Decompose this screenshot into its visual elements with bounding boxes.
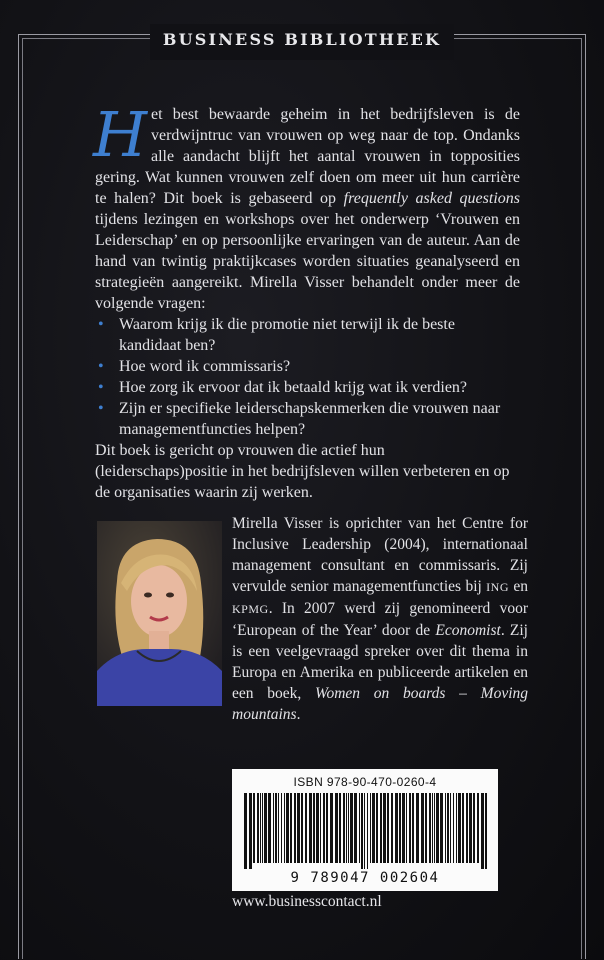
barcode-bar — [275, 793, 277, 863]
author-photo — [97, 521, 222, 706]
barcode-bar — [367, 793, 368, 869]
barcode-bar — [350, 793, 353, 863]
barcode-bar — [286, 793, 289, 863]
barcode-bar — [473, 793, 475, 863]
publisher-website: www.businesscontact.nl — [232, 893, 382, 910]
bullet-icon: • — [98, 316, 104, 333]
barcode-bar — [253, 793, 255, 863]
barcode-bar — [309, 793, 312, 863]
barcode-bar — [346, 793, 347, 863]
drop-cap: H — [93, 98, 148, 171]
barcode-bar — [326, 793, 328, 863]
barcode-bar — [313, 793, 315, 863]
barcode-bar — [380, 793, 382, 863]
barcode-bar — [260, 793, 261, 863]
barcode-image — [242, 793, 488, 869]
author-portrait-illustration — [97, 521, 222, 706]
barcode-bar — [343, 793, 345, 863]
barcode-bar — [316, 793, 319, 863]
company-kpmg: KPMG — [232, 602, 269, 616]
barcode-bar — [249, 793, 252, 869]
blurb-intro-italic: frequently asked questions — [343, 190, 520, 207]
list-item: • Waarom krijg ik die promotie niet terwijl ik de beste kandidaat ben? — [98, 316, 455, 354]
barcode-bar — [372, 793, 375, 863]
blurb-intro-2: tijdens lezingen en workshops over het onderwerp ‘Vrouwen en Leiderschap’ en op persoonlijke ervaringen van de auteur. Aan de hand van twintig praktijkcases worden situaties geanalyseerd en strategieën aangereikt. Mirella Visser behandelt onder meer de volgende vragen: — [95, 211, 520, 312]
barcode-bar — [320, 793, 321, 863]
barcode-bar — [268, 793, 271, 863]
barcode-bar — [262, 793, 263, 863]
barcode-bar — [364, 793, 365, 869]
barcode-bar — [383, 793, 386, 863]
bullet-icon: • — [98, 358, 104, 375]
list-item: • Zijn er specifieke leiderschapskenmerken die vrouwen naar managementfuncties helpen? — [98, 400, 501, 438]
barcode-bar — [370, 793, 371, 863]
barcode-bar — [485, 793, 487, 869]
barcode-bar — [412, 793, 414, 863]
company-ing: ING — [486, 580, 509, 594]
barcode-bar — [376, 793, 378, 863]
isbn-label: ISBN 978-90-470-0260-4 — [293, 775, 437, 789]
barcode-bar — [278, 793, 279, 863]
series-title: BUSINESS BIBLIOTHEEK — [162, 30, 442, 49]
barcode-bar — [391, 793, 393, 863]
barcode-bar — [264, 793, 267, 863]
barcode-bar — [323, 793, 325, 863]
barcode-bar — [361, 793, 363, 869]
barcode-bar — [348, 793, 349, 863]
barcode-bar — [335, 793, 338, 863]
question-list — [95, 314, 520, 440]
barcode-bar — [294, 793, 296, 863]
barcode-bar — [447, 793, 449, 863]
list-item: • Hoe word ik commissaris? — [98, 358, 291, 375]
barcode-bar — [469, 793, 472, 863]
barcode-bar — [453, 793, 454, 863]
barcode-bar — [305, 793, 307, 863]
ean-digits: 9 789047 002604 — [290, 870, 440, 886]
barcode-bar — [257, 793, 259, 863]
barcode-bar — [244, 793, 247, 869]
blurb-intro-1: et best bewaarde geheim in het bedrijfsleven is de verdwijntruc van vrouwen op weg naar de top. Ondanks alle aandacht blijft het aantal vrouwen in topposities gering. Wat kunnen vrouwen zelf doen om meer uit hun carrière te halen? Dit boek is gebaseerd op — [95, 106, 520, 207]
barcode-bar — [284, 793, 285, 863]
barcode-bar — [399, 793, 401, 863]
barcode-bar — [273, 793, 274, 863]
barcode-bar — [462, 793, 464, 863]
author-bio: Mirella Visser is oprichter van het Centre for Inclusive Leadership (2004), internationaal management consultant en commissaris. Zij vervulde senior managementfuncties bij ING en KPMG. In 2007 werd zij genomineerd voor ‘European of the Year’ door de Economist. Zij is een veelgevraagd spreker over dit thema in Europa en Amerika en publiceerde artikelen en een boek, Women on boards – Moving mountains. — [232, 515, 529, 723]
barcode-bar — [354, 793, 357, 863]
magazine-economist: Economist — [435, 622, 501, 639]
barcode-bar — [416, 793, 419, 863]
bullet-icon: • — [98, 400, 104, 417]
barcode-bar — [456, 793, 457, 863]
barcode-bar — [445, 793, 446, 863]
barcode-bar — [421, 793, 424, 863]
blurb-text — [93, 98, 520, 503]
barcode-bar — [450, 793, 451, 863]
barcode-bar — [434, 793, 435, 863]
barcode-bar — [281, 793, 282, 863]
barcode-bar — [359, 793, 360, 863]
barcode-bar — [301, 793, 303, 863]
barcode-bar — [409, 793, 411, 863]
barcode-bar — [481, 793, 484, 869]
barcode-bar — [458, 793, 461, 863]
barcode-bar — [440, 793, 443, 863]
barcode-bar — [290, 793, 292, 863]
barcode-bar — [466, 793, 468, 863]
barcode-bar — [436, 793, 439, 863]
blurb-closing: Dit boek is gericht op vrouwen die actief hun (leiderschaps)positie in het bedrijfsleven willen verbeteren en op de organisaties waarin zij werken. — [95, 442, 510, 501]
barcode-bar — [432, 793, 433, 863]
barcode-bar — [429, 793, 431, 863]
barcode-bar — [402, 793, 405, 863]
book-title: Women on boards – Moving mountains — [232, 685, 529, 723]
barcode-bar — [395, 793, 398, 863]
barcode-bar — [297, 793, 300, 863]
barcode-bar — [387, 793, 389, 863]
barcode-bar — [330, 793, 333, 863]
list-item: • Hoe zorg ik ervoor dat ik betaald krijg wat ik verdien? — [98, 379, 468, 396]
barcode-bar — [477, 793, 479, 863]
barcode-bar — [425, 793, 427, 863]
barcode-bar — [406, 793, 407, 863]
barcode-bar — [339, 793, 341, 863]
barcode-panel — [232, 769, 498, 891]
bullet-icon: • — [98, 379, 104, 396]
